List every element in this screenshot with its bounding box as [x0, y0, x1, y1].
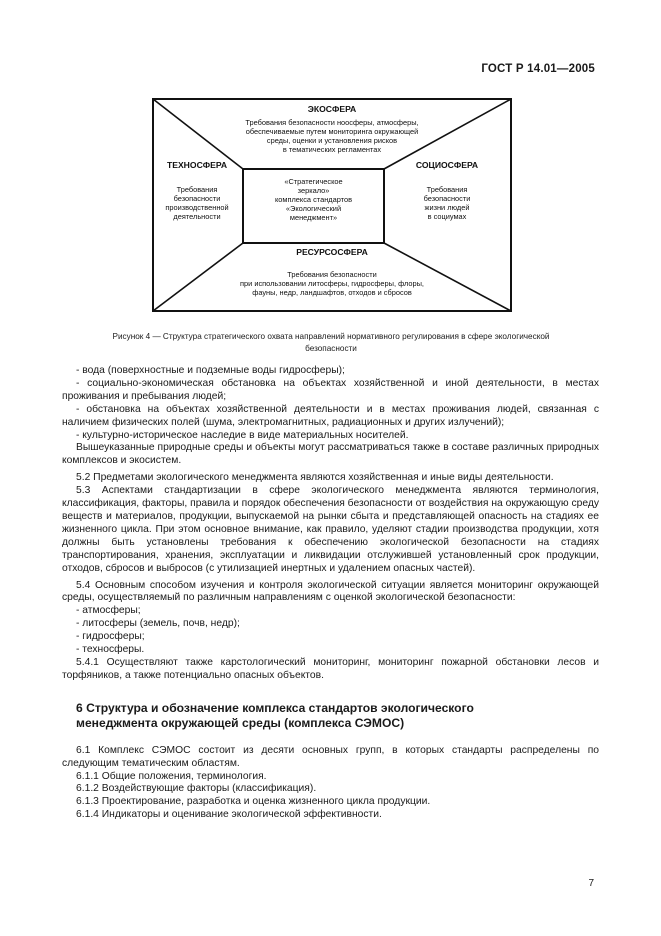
- paragraph: 6.1.3 Проектирование, разработка и оценка жизненного цикла продукции.: [76, 796, 431, 808]
- paragraph: - техносферы.: [76, 644, 145, 656]
- ecosphere-title: ЭКОСФЕРА: [307, 104, 357, 114]
- paragraph: Вышеуказанные природные среды и объекты могут рассматриваться также в составе различных природных комплексов и экосистем.: [62, 442, 599, 467]
- body-text: [62, 365, 599, 822]
- paragraph: - вода (поверхностные и подземные воды гидросферы);: [76, 365, 345, 376]
- technosphere-text: Требования безопасности производственной деятельности: [165, 185, 229, 221]
- resourcesphere-text: Требования безопасности при использовании литосферы, гидросферы, флоры, фауны, недр, ландшафтов, отходов и сбросов: [240, 270, 424, 297]
- technosphere-title: ТЕХНОСФЕРА: [166, 160, 228, 170]
- section-6-heading: 6 Структура и обозначение комплекса стандартов экологического менеджмента окружающей среды (комплекса СЭМОС): [76, 700, 474, 730]
- paragraph: 5.3 Аспектами стандартизации в сфере экологического менеджмента являются терминология, классификация, факторы, правила и порядок обеспечения безопасности от воздействия на окружающую среду веществ и материалов, продукции, выпускаемой на рынки сбыта и представляющей опасность на стадиях ее жизненного цикла. При этом основное внимание, как правило, уделяют стадии производства продукции, хотя должны быть установлены требования к обеспечению экологической безопасности на стадиях транспортирования, хранения, эксплуатации и ликвидации отслужившей установленный срок продукции, отходов, сбросов и выбросов (с утилизацией инертных и удалением опасных частей).: [62, 485, 599, 574]
- resourcesphere-title: РЕСУРСОСФЕРА: [296, 247, 368, 257]
- document-code: ГОСТ Р 14.01—2005: [481, 63, 595, 75]
- paragraph: 5.4.1 Осуществляют также карстологический мониторинг, мониторинг пожарной обстановки лесов и торфяников, а также потенциально опасных объектов.: [62, 656, 599, 681]
- ecosphere-text: Требования безопасности ноосферы, атмосферы, обеспечиваемые путем мониторинга окружающей среды, оценки и установления рисков в тематических регламентах: [245, 118, 419, 154]
- paragraph: 6.1 Комплекс СЭМОС состоит из десяти основных групп, в которых стандарты распределены по следующим тематическим областям.: [62, 744, 599, 769]
- paragraph: - атмосферы;: [76, 605, 141, 617]
- paragraph: - обстановка на объектах хозяйственной деятельности и в местах проживания людей, связанная с наличием физических полей (шума, электромагнитных, радиационных и других излучений);: [62, 403, 599, 428]
- sociosphere-text: Требования безопасности жизни людей в социумах: [423, 185, 471, 221]
- paragraph: - литосферы (земель, почв, недр);: [76, 618, 240, 630]
- paragraph: 6.1.2 Воздействующие факторы (классификация).: [76, 783, 317, 795]
- paragraph: 6.1.4 Индикаторы и оценивание экологической эффективности.: [76, 809, 382, 821]
- paragraph: - культурно-историческое наследие в виде материальных носителей.: [76, 429, 409, 441]
- paragraph: 5.2 Предметами экологического менеджмента являются хозяйственная и иные виды деятельности.: [76, 472, 554, 484]
- strategic-scope-figure: [152, 98, 512, 312]
- paragraph: - гидросферы;: [76, 631, 145, 643]
- strategic-mirror-text: «Стратегическое зеркало» комплекса стандартов «Экологический менеджмент»: [274, 177, 352, 222]
- page-number: 7: [588, 878, 594, 889]
- paragraph: - социально-экономическая обстановка на объектах хозяйственной и иной деятельности, в местах проживания и пребывания людей;: [62, 377, 599, 402]
- paragraph: 5.4 Основным способом изучения и контроля экологической ситуации является мониторинг окружающей среды, осуществляемый по различным направлениям с оценкой экологической безопасности:: [62, 579, 599, 604]
- paragraph: 6.1.1 Общие положения, терминология.: [76, 770, 267, 782]
- figure-caption: Рисунок 4 — Структура стратегического охвата направлений нормативного регулирования в сфере экологической безопасности: [112, 332, 550, 353]
- sociosphere-title: СОЦИОСФЕРА: [415, 160, 479, 170]
